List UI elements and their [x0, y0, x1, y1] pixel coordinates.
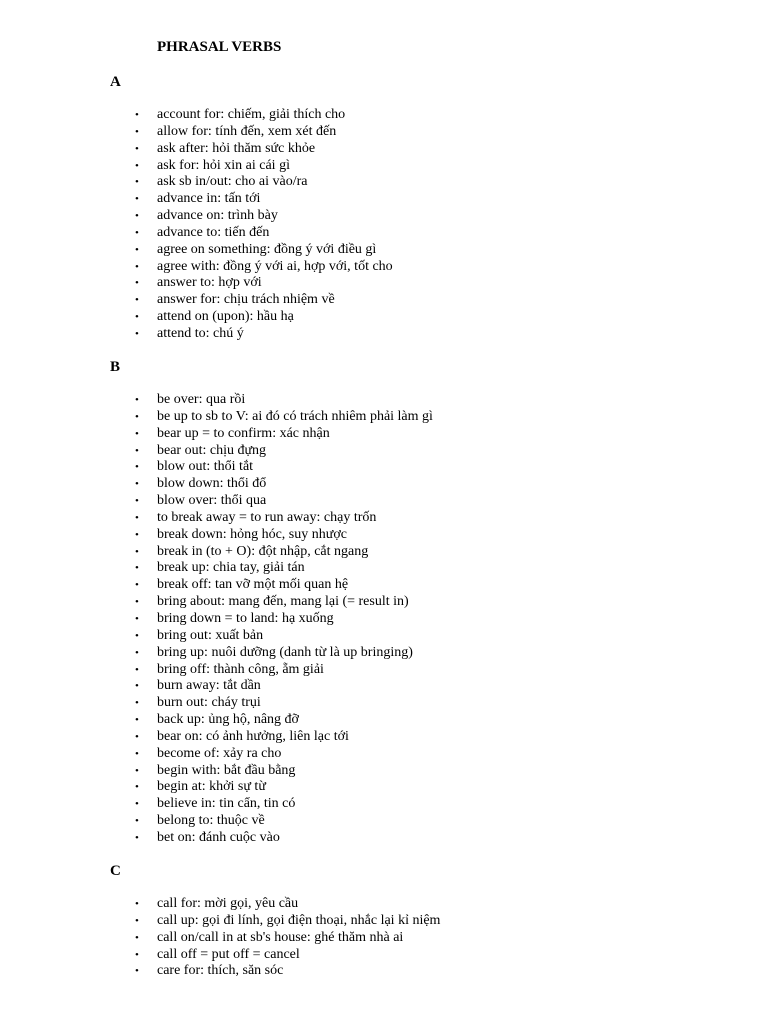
list-item-text: back up: ủng hộ, nâng đỡ — [157, 712, 299, 728]
list-item — [135, 610, 433, 628]
list-item-text: answer for: chịu trách nhiệm về — [157, 292, 335, 308]
list-item — [135, 678, 433, 695]
bullet-icon: • — [135, 427, 139, 440]
list-item — [135, 712, 433, 729]
list-item — [135, 509, 433, 527]
term-list-b — [135, 392, 433, 847]
list-item-text: allow for: tính đến, xem xét đến — [157, 123, 337, 139]
bullet-icon: • — [135, 914, 139, 927]
list-item — [135, 963, 440, 980]
list-item-text: break up: chia tay, giải tán — [157, 560, 305, 576]
bullet-icon: • — [135, 579, 139, 592]
list-item — [135, 208, 393, 225]
bullet-icon: • — [135, 697, 139, 710]
bullet-icon: • — [135, 612, 139, 625]
list-item-text: belong to: thuộc về — [157, 813, 265, 829]
bullet-icon: • — [135, 714, 139, 727]
list-item-text: bear up = to confirm: xác nhận — [157, 425, 330, 441]
list-item-text: ask for: hỏi xin ai cái gì — [157, 157, 290, 173]
list-item-text: attend on (upon): hầu hạ — [157, 309, 294, 325]
list-item — [135, 140, 393, 158]
bullet-icon: • — [135, 125, 139, 138]
list-item — [135, 695, 433, 712]
list-item-text: believe in: tin cẩn, tin có — [157, 796, 296, 812]
list-item — [135, 796, 433, 813]
list-item — [135, 392, 433, 409]
list-item-text: become of: xảy ra cho — [157, 745, 282, 761]
bullet-icon: • — [135, 109, 139, 121]
bullet-icon: • — [135, 815, 139, 828]
list-item — [135, 661, 433, 679]
term-list-c — [135, 896, 441, 980]
list-item-text: attend to: chú ý — [157, 325, 244, 341]
list-item — [135, 157, 393, 175]
list-item-text: ask after: hỏi thăm sức khỏe — [157, 140, 316, 156]
list-item-text: begin at: khởi sự từ — [157, 779, 266, 795]
list-item-text: account for: chiếm, giải thích cho — [157, 107, 346, 122]
list-item — [135, 526, 433, 544]
bullet-icon: • — [135, 730, 139, 743]
list-item-text: bring up: nuôi dưỡng (danh từ là up bringing) — [157, 644, 413, 660]
list-item-text: bring off: thành công, ẵm giải — [157, 661, 324, 677]
list-item-text: call on/call in at sb's house: ghé thăm nhà ai — [157, 929, 404, 945]
list-item-text: call off = put off = cancel — [157, 946, 300, 962]
bullet-icon: • — [135, 277, 139, 290]
list-item — [135, 107, 393, 124]
bullet-icon: • — [135, 781, 139, 794]
list-item — [135, 224, 393, 242]
list-item — [135, 493, 433, 510]
bullet-icon: • — [135, 478, 139, 491]
list-item — [135, 762, 433, 780]
list-item-text: agree with: đồng ý với ai, hợp với, tốt cho — [157, 258, 393, 274]
list-item — [135, 728, 433, 746]
list-item — [135, 442, 433, 460]
list-item-text: advance in: tấn tới — [157, 191, 261, 207]
list-item — [135, 946, 440, 964]
section-letter-c: C — [110, 863, 121, 879]
bullet-icon: • — [135, 243, 139, 256]
bullet-icon: • — [135, 798, 139, 811]
list-item — [135, 594, 433, 611]
list-item-text: begin with: bắt đầu bằng — [157, 762, 296, 778]
bullet-icon: • — [135, 931, 139, 944]
section-letter-a: A — [110, 74, 121, 90]
list-item — [135, 325, 393, 343]
list-item — [135, 309, 393, 326]
list-item — [135, 644, 433, 662]
bullet-icon: • — [135, 142, 139, 155]
list-item — [135, 292, 393, 309]
list-item — [135, 408, 433, 426]
list-item-text: call for: mời gọi, yêu cầu — [157, 896, 299, 911]
list-item — [135, 829, 433, 847]
bullet-icon: • — [135, 663, 139, 676]
bullet-icon: • — [135, 596, 139, 609]
list-item-text: bring down = to land: hạ xuống — [157, 610, 334, 626]
bullet-icon: • — [135, 410, 139, 423]
bullet-icon: • — [135, 193, 139, 206]
list-item-text: agree on something: đồng ý với điều gì — [157, 241, 377, 257]
bullet-icon: • — [135, 747, 139, 760]
list-item — [135, 123, 393, 141]
list-item-text: bet on: đánh cuộc vào — [157, 829, 280, 845]
bullet-icon: • — [135, 680, 139, 693]
bullet-icon: • — [135, 948, 139, 961]
bullet-icon: • — [135, 260, 139, 273]
list-item-text: to break away = to run away: chạy trốn — [157, 509, 377, 525]
list-item — [135, 275, 393, 292]
bullet-icon: • — [135, 444, 139, 457]
list-item-text: break in (to + O): đột nhập, cắt ngang — [157, 543, 369, 559]
list-item — [135, 745, 433, 763]
list-item — [135, 241, 393, 259]
list-item-text: burn away: tắt dần — [157, 678, 261, 694]
bullet-icon: • — [135, 764, 139, 777]
list-item — [135, 543, 433, 561]
bullet-icon: • — [135, 898, 139, 910]
bullet-icon: • — [135, 176, 139, 189]
list-item-text: blow down: thổi đổ — [157, 476, 267, 492]
list-item-text: advance to: tiến đến — [157, 224, 270, 240]
bullet-icon: • — [135, 528, 139, 541]
list-item — [135, 258, 393, 276]
list-item — [135, 912, 441, 930]
list-item-text: break off: tan vỡ một mối quan hệ — [157, 577, 349, 593]
list-item-text: bear on: có ảnh hưởng, liên lạc tới — [157, 728, 349, 744]
section-letter-b: B — [110, 359, 121, 375]
bullet-icon: • — [135, 226, 139, 239]
list-item-text: burn out: cháy trụi — [157, 695, 261, 711]
bullet-icon: • — [135, 831, 139, 844]
bullet-icon: • — [135, 294, 139, 307]
list-item — [135, 627, 433, 645]
list-item-text: advance on: trình bày — [157, 208, 278, 224]
page-title: PHRASAL VERBS — [157, 39, 282, 55]
list-item — [135, 191, 393, 208]
list-item-text: bear out: chịu đựng — [157, 442, 267, 458]
list-item-text: bring out: xuất bản — [157, 627, 264, 643]
bullet-icon: • — [135, 545, 139, 558]
list-item — [135, 425, 433, 443]
list-item-text: break down: hỏng hóc, suy nhược — [157, 526, 347, 542]
bullet-icon: • — [135, 461, 139, 474]
list-item-text: bring about: mang đến, mang lại (= result in) — [157, 594, 409, 610]
bullet-icon: • — [135, 327, 139, 340]
list-item-text: be over: qua rồi — [157, 392, 246, 407]
bullet-icon: • — [135, 646, 139, 659]
bullet-icon: • — [135, 629, 139, 642]
list-item-text: blow over: thổi qua — [157, 493, 267, 509]
list-item — [135, 577, 433, 594]
list-item-text: be up to sb to V: ai đó có trách nhiêm phải làm gì — [157, 408, 433, 424]
bullet-icon: • — [135, 394, 139, 406]
bullet-icon: • — [135, 511, 139, 524]
list-item — [135, 896, 440, 913]
list-item — [135, 174, 393, 191]
list-item — [135, 476, 433, 493]
bullet-icon: • — [135, 210, 139, 223]
list-item — [135, 560, 433, 577]
term-list-a — [135, 107, 393, 343]
bullet-icon: • — [135, 495, 139, 508]
list-item-text: answer to: hợp với — [157, 275, 262, 291]
bullet-icon: • — [135, 159, 139, 172]
list-item — [135, 779, 433, 796]
list-item-text: ask sb in/out: cho ai vào/ra — [157, 174, 308, 190]
list-item-text: call up: gọi đi lính, gọi điện thoại, nhắc lại kỉ niệm — [157, 912, 441, 928]
bullet-icon: • — [135, 965, 139, 978]
bullet-icon: • — [135, 562, 139, 575]
bullet-icon: • — [135, 311, 139, 324]
list-item — [135, 813, 433, 830]
list-item-text: care for: thích, săn sóc — [157, 963, 284, 979]
list-item-text: blow out: thổi tắt — [157, 459, 254, 475]
list-item — [135, 459, 433, 476]
list-item — [135, 929, 440, 947]
